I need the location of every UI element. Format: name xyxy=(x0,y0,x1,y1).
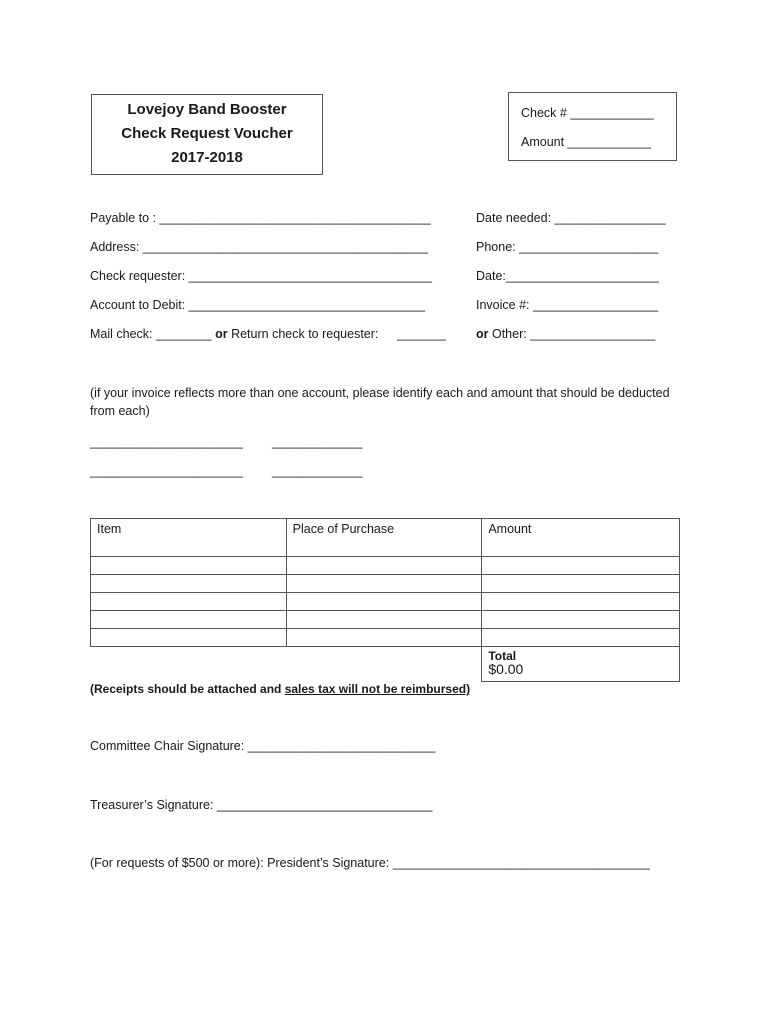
total-row xyxy=(91,647,680,682)
amount-cell[interactable] xyxy=(482,611,680,629)
amount-cell[interactable] xyxy=(482,593,680,611)
table-row[interactable] xyxy=(91,575,680,593)
place-cell[interactable] xyxy=(286,611,482,629)
item-cell[interactable] xyxy=(91,611,287,629)
header-item: Item xyxy=(91,519,287,557)
president-signature[interactable]: (For requests of $500 or more): President’s Signature: _____________________________________ xyxy=(90,856,650,870)
blank-cell xyxy=(91,647,287,682)
receipts-note-text: (Receipts should be attached and xyxy=(90,682,285,696)
table-header-row xyxy=(91,519,680,557)
org-name: Lovejoy Band Booster xyxy=(127,101,287,118)
total-label: Total xyxy=(488,649,517,663)
amount-cell[interactable] xyxy=(482,575,680,593)
other-label: Other: __________________ xyxy=(491,327,656,341)
other-option[interactable] xyxy=(476,327,655,341)
item-cell[interactable] xyxy=(91,593,287,611)
table-row[interactable] xyxy=(91,611,680,629)
phone-field[interactable]: Phone: ____________________ xyxy=(476,240,659,254)
amount-cell[interactable] xyxy=(482,629,680,647)
item-cell[interactable] xyxy=(91,629,287,647)
instruction-line-1: (if your invoice reflects more than one account, please identify each and amount that should be deducted xyxy=(90,386,670,400)
table-row[interactable] xyxy=(91,593,680,611)
check-number-field[interactable]: Check # ____________ xyxy=(521,106,654,120)
invoice-number-field[interactable]: Invoice #: __________________ xyxy=(476,298,659,312)
return-check-blank[interactable]: _______ xyxy=(397,327,446,341)
form-year: 2017-2018 xyxy=(171,149,243,166)
account-to-debit-field[interactable]: Account to Debit: __________________________________ xyxy=(90,298,426,312)
blank-cell xyxy=(286,647,482,682)
mail-check-option[interactable] xyxy=(90,327,378,341)
item-cell[interactable] xyxy=(91,557,287,575)
total-cell xyxy=(482,647,680,682)
instruction-line-2: from each) xyxy=(90,404,150,418)
header-amount: Amount xyxy=(482,519,680,557)
date-field[interactable]: Date:______________________ xyxy=(476,269,659,283)
form-title: Check Request Voucher xyxy=(121,125,293,142)
address-field[interactable]: Address: _________________________________________ xyxy=(90,240,428,254)
voucher-title-box xyxy=(91,94,323,175)
table-row[interactable] xyxy=(91,629,680,647)
check-amount-field[interactable]: Amount ____________ xyxy=(521,135,651,149)
or-label: or xyxy=(215,327,228,341)
amount-blank-1[interactable]: _____________ xyxy=(272,435,363,449)
place-cell[interactable] xyxy=(286,575,482,593)
place-cell[interactable] xyxy=(286,629,482,647)
amount-blank-2[interactable]: _____________ xyxy=(272,464,363,478)
place-cell[interactable] xyxy=(286,593,482,611)
payable-to-field[interactable]: Payable to : _______________________________________ xyxy=(90,211,431,225)
check-requester-field[interactable]: Check requester: ___________________________________ xyxy=(90,269,432,283)
amount-cell[interactable] xyxy=(482,557,680,575)
treasurer-signature[interactable]: Treasurer’s Signature: _______________________________ xyxy=(90,798,433,812)
place-cell[interactable] xyxy=(286,557,482,575)
receipts-note xyxy=(90,682,470,696)
check-info-box xyxy=(508,92,677,161)
item-cell[interactable] xyxy=(91,575,287,593)
header-place-of-purchase: Place of Purchase xyxy=(286,519,482,557)
no-tax-note: sales tax will not be reimbursed) xyxy=(284,682,471,696)
total-value: $0.00 xyxy=(488,661,524,677)
committee-chair-signature[interactable]: Committee Chair Signature: ___________________________ xyxy=(90,739,436,753)
or-label: or xyxy=(476,327,489,341)
table-row[interactable] xyxy=(91,557,680,575)
mail-check-label: Mail check: ________ xyxy=(90,327,212,341)
account-blank-2[interactable]: ______________________ xyxy=(90,464,243,478)
items-table xyxy=(90,518,680,682)
date-needed-field[interactable]: Date needed: ________________ xyxy=(476,211,666,225)
account-blank-1[interactable]: ______________________ xyxy=(90,435,243,449)
return-check-label: Return check to requester: xyxy=(231,327,379,341)
